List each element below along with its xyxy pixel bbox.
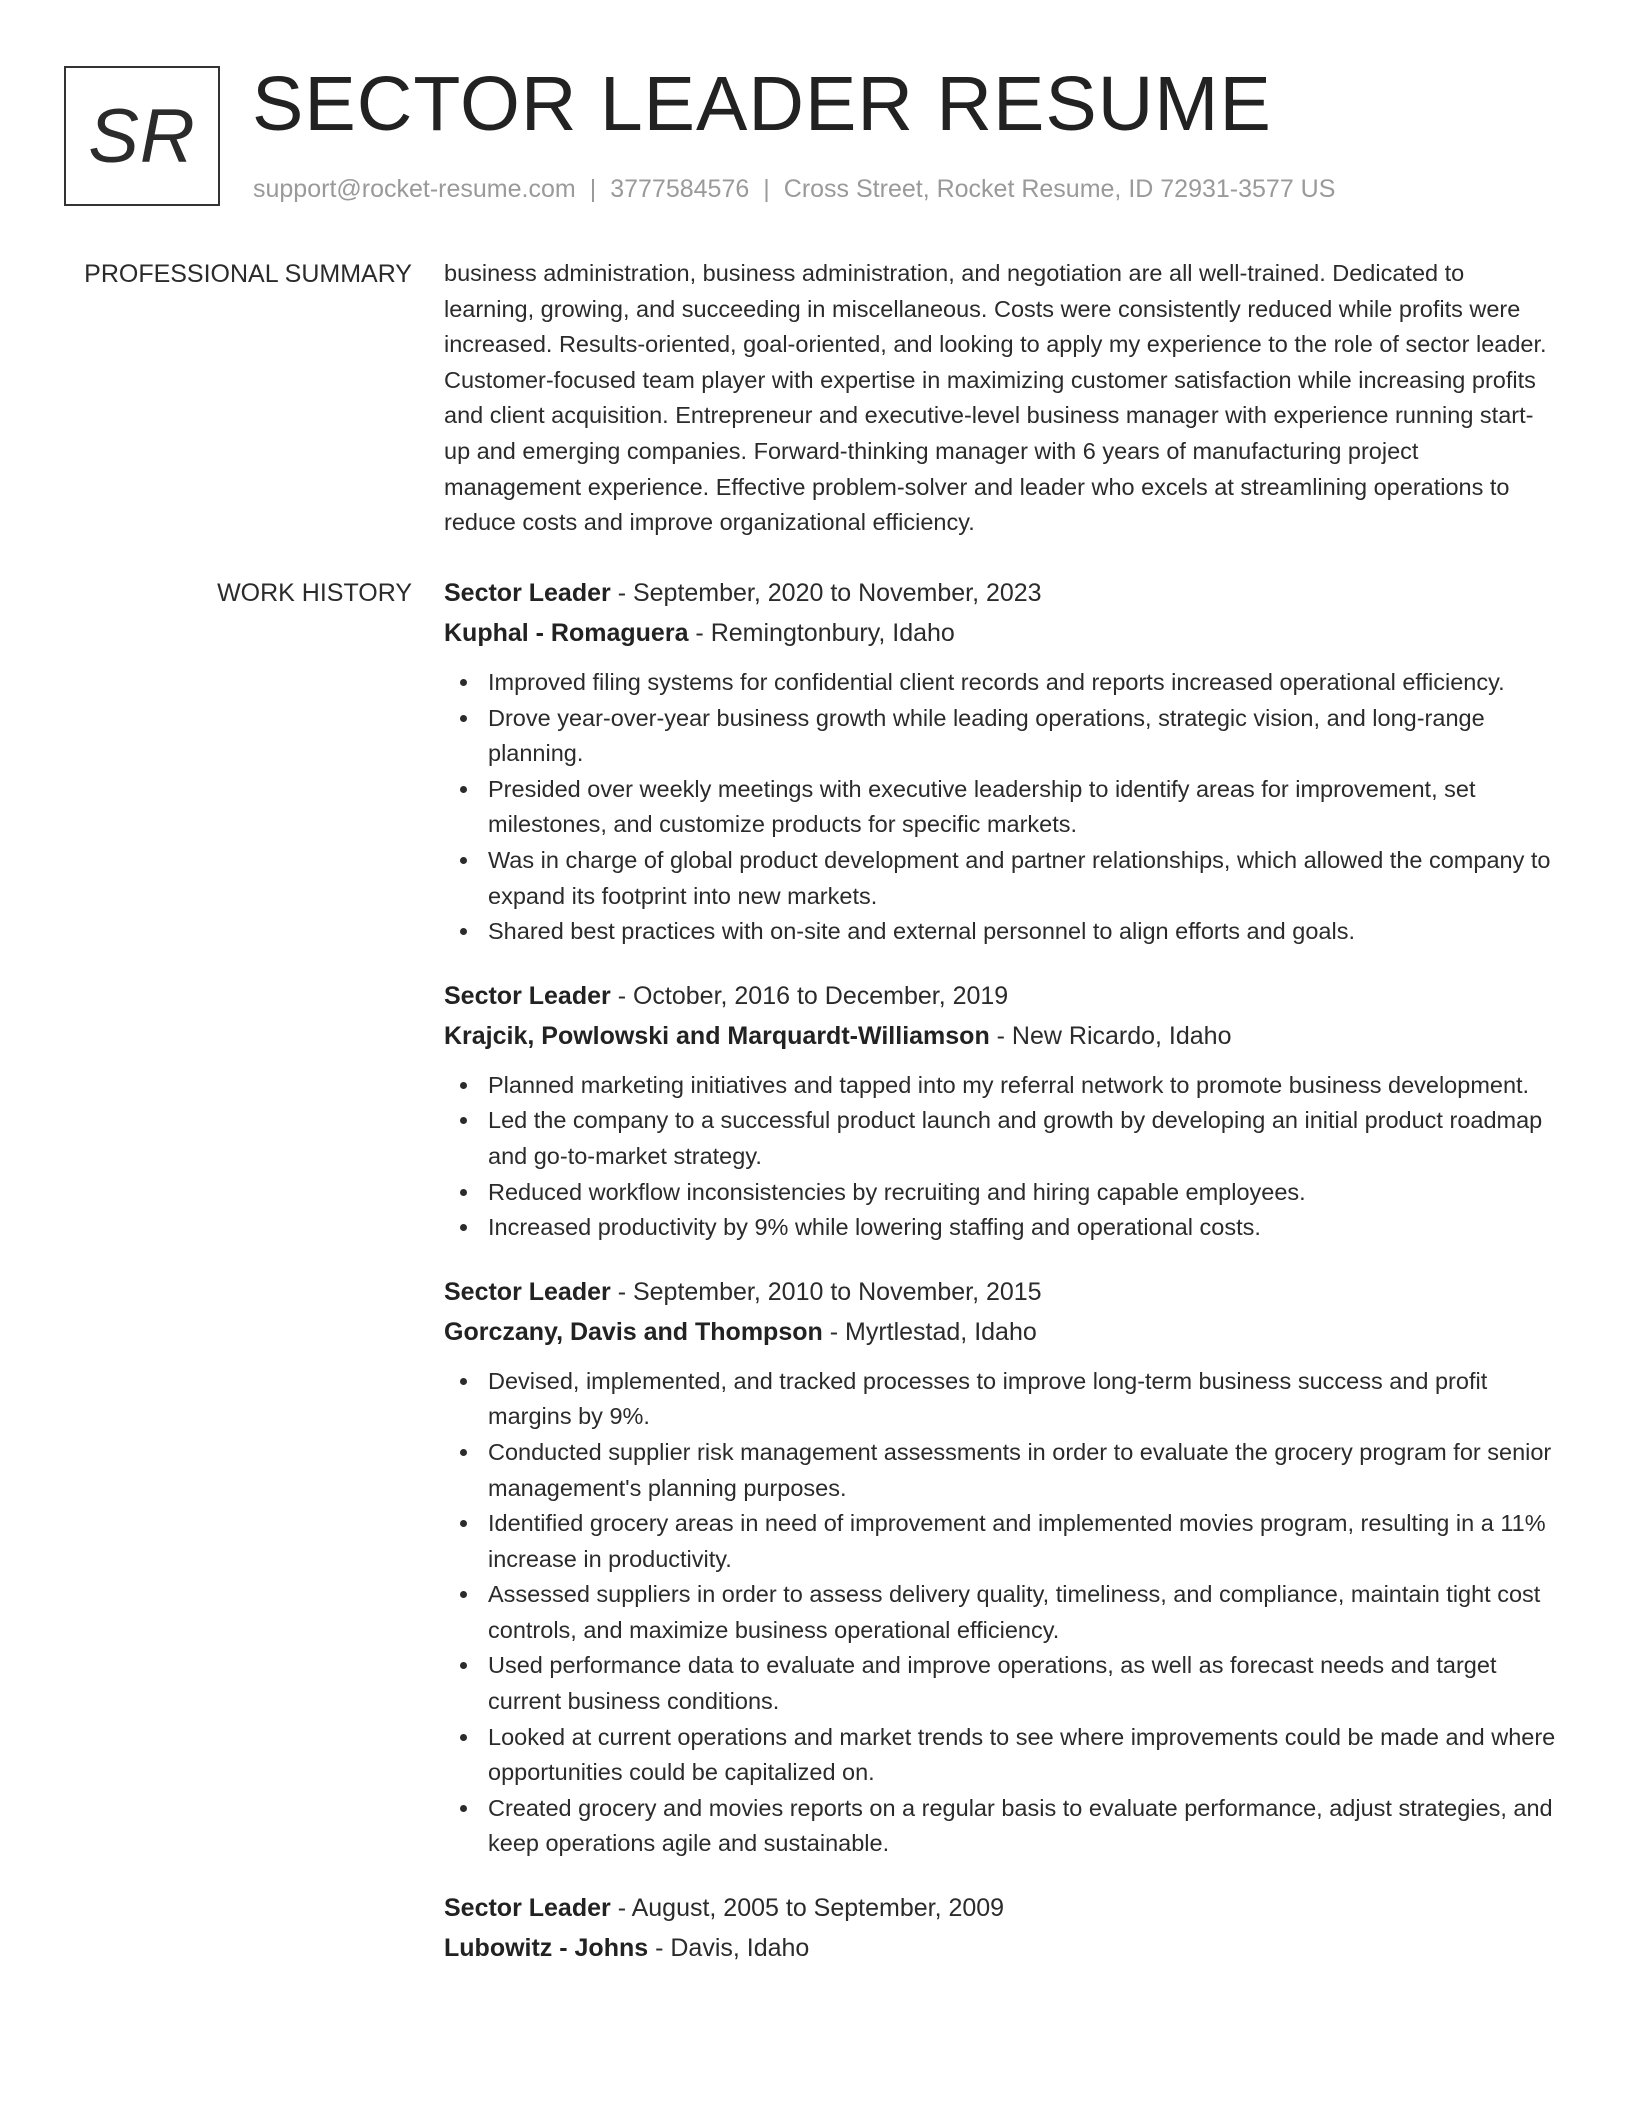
job-company-line <box>444 613 1556 653</box>
job-location: - Myrtlestad, Idaho <box>822 1317 1037 1346</box>
job-bullet: Drove year-over-year business growth while leading operations, strategic vision, and long-range planning. <box>444 701 1556 772</box>
job-bullets <box>444 665 1556 950</box>
job-company: Krajcik, Powlowski and Marquardt-Williamson <box>444 1021 990 1050</box>
job-dates: - September, 2010 to November, 2015 <box>610 1277 1042 1306</box>
job-bullet: Planned marketing initiatives and tapped into my referral network to promote business development. <box>444 1068 1556 1104</box>
job-dates: - September, 2020 to November, 2023 <box>610 579 1042 607</box>
job-company: Kuphal - Romaguera <box>444 619 689 647</box>
job-company: Gorczany, Davis and Thompson <box>444 1317 823 1346</box>
job-bullet: Identified grocery areas in need of improvement and implemented movies program, resulting in a 11% increase in productivity. <box>444 1506 1556 1577</box>
job-title-line <box>444 1272 1556 1312</box>
job-entry <box>444 976 1556 1246</box>
section-label-work-history: WORK HISTORY <box>217 579 412 607</box>
job-bullet: Increased productivity by 9% while lowering staffing and operational costs. <box>444 1210 1556 1246</box>
job-bullet: Created grocery and movies reports on a regular basis to evaluate performance, adjust strategies, and keep operations agile and sustainable. <box>444 1791 1556 1862</box>
job-title: Sector Leader <box>444 1894 611 1923</box>
monogram-badge <box>64 66 220 206</box>
contact-phone: 3777584576 <box>610 175 750 203</box>
job-location: - New Ricardo, Idaho <box>989 1021 1232 1050</box>
section-label-summary: PROFESSIONAL SUMMARY <box>84 260 412 288</box>
job-bullet: Conducted supplier risk management assessments in order to evaluate the grocery program for senior management's planning purposes. <box>444 1435 1556 1506</box>
contact-line <box>253 172 1335 206</box>
job-dates: - October, 2016 to December, 2019 <box>610 981 1009 1010</box>
contact-separator: | <box>763 175 770 203</box>
job-entry <box>444 573 1556 950</box>
job-bullet: Led the company to a successful product launch and growth by developing an initial product roadmap and go-to-market strategy. <box>444 1103 1556 1174</box>
job-company-line <box>444 1928 1556 1968</box>
job-title: Sector Leader <box>444 579 611 607</box>
job-bullet: Shared best practices with on-site and external personnel to align efforts and goals. <box>444 914 1556 950</box>
job-bullet: Improved filing systems for confidential client records and reports increased operational efficiency. <box>444 665 1556 701</box>
job-dates: - August, 2005 to September, 2009 <box>610 1894 1005 1923</box>
work-history-list <box>444 573 1556 1994</box>
job-bullets <box>444 1364 1556 1862</box>
contact-address: Cross Street, Rocket Resume, ID 72931-3577 US <box>783 175 1336 203</box>
job-company-line <box>444 1016 1556 1056</box>
job-bullets <box>444 1068 1556 1246</box>
job-bullet: Devised, implemented, and tracked processes to improve long-term business success and profit margins by 9%. <box>444 1364 1556 1435</box>
job-bullet: Reduced workflow inconsistencies by recruiting and hiring capable employees. <box>444 1175 1556 1211</box>
job-bullet: Looked at current operations and market trends to see where improvements could be made and where opportunities could be capitalized on. <box>444 1720 1556 1791</box>
job-title-line <box>444 976 1556 1016</box>
contact-separator: | <box>589 175 597 203</box>
job-title: Sector Leader <box>444 1277 611 1306</box>
job-company-line <box>444 1312 1556 1352</box>
job-bullet: Was in charge of global product development and partner relationships, which allowed the company to expand its footprint into new markets. <box>444 843 1556 914</box>
job-title-line <box>444 573 1556 613</box>
resume-title: SECTOR LEADER RESUME <box>252 61 1272 147</box>
job-bullet: Presided over weekly meetings with executive leadership to identify areas for improvement, set milestones, and customize products for specific markets. <box>444 772 1556 843</box>
job-title-line <box>444 1888 1556 1928</box>
job-bullet: Assessed suppliers in order to assess delivery quality, timeliness, and compliance, maintain tight cost controls, and maximize business operational efficiency. <box>444 1577 1556 1648</box>
summary-body <box>444 256 1556 541</box>
job-location: - Remingtonbury, Idaho <box>688 619 955 647</box>
job-company: Lubowitz - Johns <box>444 1934 649 1963</box>
job-title: Sector Leader <box>444 981 611 1010</box>
job-entry <box>444 1888 1556 1968</box>
monogram-initials: SR <box>88 93 196 179</box>
contact-email: support@rocket-resume.com <box>253 175 576 203</box>
job-bullet: Used performance data to evaluate and improve operations, as well as forecast needs and target current business conditions. <box>444 1648 1556 1719</box>
summary-text: business administration, business administration, and negotiation are all well-trained. Dedicated to learning, growing, and succeeding in miscellaneous. Costs were consistently reduced while profits were increased. Results-oriented, goal-oriented, and looking to apply my experience to the role of sector leader. Customer-focused team player with expertise in maximizing customer satisfaction while increasing profits and client acquisition. Entrepreneur and executive-level business manager with experience running start-up and emerging companies. Forward-thinking manager with 6 years of manufacturing project management experience. Effective problem-solver and leader who excels at streamlining operations to reduce costs and improve organizational efficiency. <box>444 260 1547 536</box>
job-location: - Davis, Idaho <box>648 1934 810 1963</box>
job-entry <box>444 1272 1556 1862</box>
